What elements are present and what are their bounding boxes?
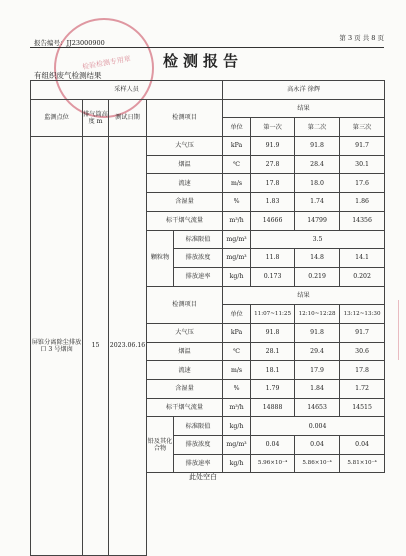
value: 91.8 <box>251 323 295 342</box>
item: 标准限值 <box>174 230 223 249</box>
value: 18.1 <box>251 361 295 380</box>
time3-header: 13:12~13:30 <box>340 305 385 324</box>
value: 30.1 <box>340 155 385 174</box>
value: 0.173 <box>251 267 295 286</box>
value: 14666 <box>251 211 295 230</box>
value: 14653 <box>295 398 340 417</box>
value: 0.04 <box>251 436 295 455</box>
value: 0.202 <box>340 267 385 286</box>
value: 0.219 <box>295 267 340 286</box>
item: 标干烟气流量 <box>147 398 223 417</box>
blank-note: 此处空白 <box>189 473 217 481</box>
value: 91.9 <box>251 137 295 156</box>
results-table <box>30 80 385 556</box>
item: 流速 <box>147 361 223 380</box>
value: 1.86 <box>340 193 385 212</box>
unit: kg/h <box>223 267 251 286</box>
run2-header: 第二次 <box>295 118 340 137</box>
value: 17.6 <box>340 174 385 193</box>
value: 14515 <box>340 398 385 417</box>
value: 14888 <box>251 398 295 417</box>
unit: m³/h <box>223 398 251 417</box>
col-date-header: 测试日期 <box>109 99 147 136</box>
value: 91.7 <box>340 323 385 342</box>
unit: kPa <box>223 137 251 156</box>
item: 含湿量 <box>147 193 223 212</box>
value: 91.7 <box>340 137 385 156</box>
value: 30.6 <box>340 342 385 361</box>
unit: % <box>223 380 251 399</box>
value: 91.8 <box>295 323 340 342</box>
unit: m/s <box>223 361 251 380</box>
unit: ℃ <box>223 342 251 361</box>
unit: m/s <box>223 174 251 193</box>
item: 烟温 <box>147 155 223 174</box>
item: 大气压 <box>147 137 223 156</box>
value: 1.74 <box>295 193 340 212</box>
value: 1.84 <box>295 380 340 399</box>
seal-edge-mark <box>398 300 405 360</box>
value: 91.8 <box>295 137 340 156</box>
value: 14356 <box>340 211 385 230</box>
col-height-header: 排气筒高度 m <box>83 99 109 136</box>
unit: % <box>223 193 251 212</box>
value: 0.04 <box>295 436 340 455</box>
value: 27.8 <box>251 155 295 174</box>
value: 17.8 <box>340 361 385 380</box>
pm-group-label: 颗粒物 <box>147 230 174 286</box>
item: 排放速率 <box>174 267 223 286</box>
time2-header: 12:10~12:28 <box>295 305 340 324</box>
unit: kPa <box>223 323 251 342</box>
page-indicator: 第 3 页 共 8 页 <box>339 34 384 42</box>
stack-height: 15 <box>83 137 109 556</box>
standard-limit: 0.004 <box>251 417 385 436</box>
item: 标干烟气流量 <box>147 211 223 230</box>
item: 大气压 <box>147 323 223 342</box>
value: 17.9 <box>295 361 340 380</box>
unit: m³/h <box>223 211 251 230</box>
value: 1.83 <box>251 193 295 212</box>
item: 排放浓度 <box>174 249 223 268</box>
unit-header: 单位 <box>223 118 251 137</box>
standard-limit: 3.5 <box>251 230 385 249</box>
result-header: 结果 <box>223 286 385 305</box>
page-title: 检测报告 <box>162 52 243 70</box>
unit: mg/m³ <box>223 230 251 249</box>
unit-header: 单位 <box>223 305 251 324</box>
value: 5.86×10⁻⁴ <box>295 454 340 473</box>
value: 29.4 <box>295 342 340 361</box>
item: 烟温 <box>147 342 223 361</box>
value: 0.04 <box>340 436 385 455</box>
sampler-value: 高永洋 徐辉 <box>223 81 385 100</box>
value: 1.79 <box>251 380 295 399</box>
value: 18.0 <box>295 174 340 193</box>
report-number: 报告编号：JJ23000900 <box>34 39 105 47</box>
value: 5.96×10⁻⁴ <box>251 454 295 473</box>
unit: mg/m³ <box>223 436 251 455</box>
unit: kg/h <box>223 454 251 473</box>
item: 排放浓度 <box>174 436 223 455</box>
value: 14.1 <box>340 249 385 268</box>
col-point-header: 监测点位 <box>31 99 83 136</box>
pb-group-label: 铅及其化合物 <box>147 417 174 473</box>
blank-area <box>147 473 385 556</box>
sampler-label: 采样人员 <box>31 81 223 100</box>
value: 28.4 <box>295 155 340 174</box>
test-date: 2023.06.16 <box>109 137 147 556</box>
result-header: 结果 <box>223 99 385 118</box>
value: 1.72 <box>340 380 385 399</box>
section-subtitle: 有组织废气检测结果 <box>34 71 102 80</box>
time1-header: 11:07~11:25 <box>251 305 295 324</box>
item: 含湿量 <box>147 380 223 399</box>
value: 17.8 <box>251 174 295 193</box>
unit: ℃ <box>223 155 251 174</box>
value: 11.8 <box>251 249 295 268</box>
unit: mg/m³ <box>223 249 251 268</box>
value: 28.1 <box>251 342 295 361</box>
col-item-header: 检测项目 <box>147 286 223 323</box>
header-rule <box>30 47 384 48</box>
item: 标准限值 <box>174 417 223 436</box>
run1-header: 第一次 <box>251 118 295 137</box>
col-item-header: 检测项目 <box>147 99 223 136</box>
value: 14.8 <box>295 249 340 268</box>
seal-text: 检验检测专用章 <box>81 54 132 72</box>
run3-header: 第三次 <box>340 118 385 137</box>
value: 14799 <box>295 211 340 230</box>
monitoring-point: 屏锥分离除尘排放口 3 号烟囱 <box>31 137 83 556</box>
item: 排放速率 <box>174 454 223 473</box>
item: 流速 <box>147 174 223 193</box>
unit: kg/h <box>223 417 251 436</box>
value: 5.81×10⁻⁴ <box>340 454 385 473</box>
